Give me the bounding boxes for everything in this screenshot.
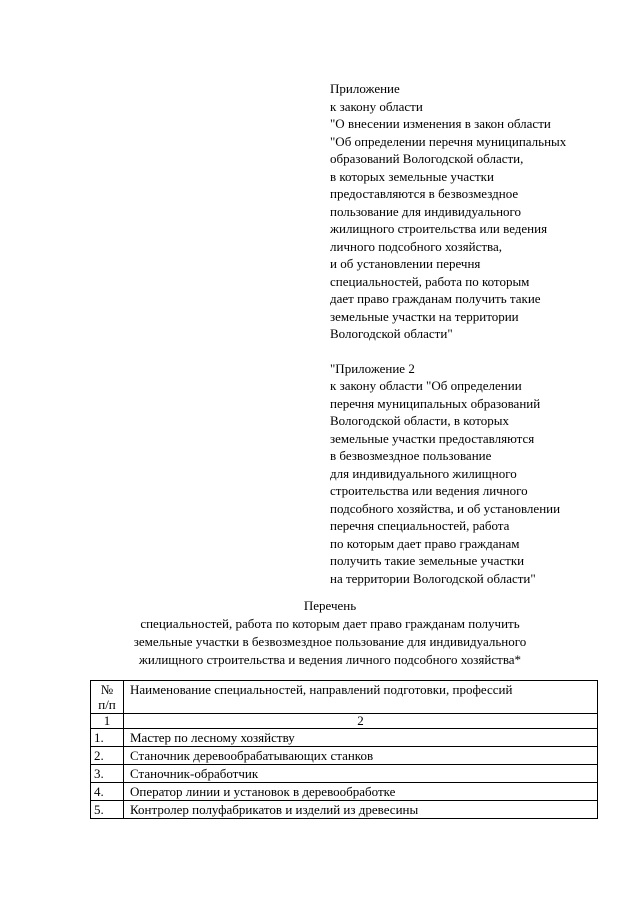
table-row bbox=[91, 801, 598, 819]
annex-line: к закону области bbox=[330, 98, 423, 114]
annex-line: предоставляются в безвозмездное bbox=[330, 186, 519, 201]
quoted-annex-line: получить такие земельные участки bbox=[330, 553, 525, 568]
quoted-annex-line: "Приложение 2 bbox=[330, 360, 415, 376]
table-row bbox=[91, 747, 598, 765]
annex-block bbox=[330, 80, 630, 587]
row-number: 4. bbox=[91, 783, 124, 801]
list-heading bbox=[90, 597, 570, 669]
header-name-cell: Наименование специальностей, направлений подготовки, профессий bbox=[124, 681, 598, 714]
quoted-annex-line: земельные участки предоставляются bbox=[330, 430, 535, 446]
column-index-cell: 2 bbox=[124, 714, 598, 729]
row-number: 2. bbox=[91, 747, 124, 765]
annex-line: Приложение bbox=[330, 81, 400, 96]
quoted-annex-line: строительства или ведения личного bbox=[330, 483, 528, 498]
row-name: Оператор линии и установок в деревообработке bbox=[124, 783, 598, 801]
header-number-cell bbox=[91, 681, 124, 714]
annex-line: личного подсобного хозяйства, bbox=[330, 238, 503, 254]
annex-line: "Об определении перечня муниципальных bbox=[330, 133, 567, 149]
table-row bbox=[91, 729, 598, 747]
quoted-annex-line: к закону области "Об определении bbox=[330, 378, 522, 393]
quoted-annex-line: Вологодской области, в которых bbox=[330, 413, 509, 428]
row-number: 5. bbox=[91, 801, 124, 819]
quoted-annex-line: перечня специальностей, работа bbox=[330, 518, 510, 533]
header-number-abbrev: п/п bbox=[98, 697, 116, 712]
quoted-annex-line: на территории Вологодской области" bbox=[330, 570, 536, 586]
heading-line: земельные участки в безвозмездное пользование для индивидуального bbox=[133, 634, 527, 649]
annex-line: Вологодской области" bbox=[330, 326, 453, 341]
annex-line: жилищного строительства или ведения bbox=[330, 221, 548, 236]
row-name: Контролер полуфабрикатов и изделий из древесины bbox=[124, 801, 598, 819]
annex-line: образований Вологодской области, bbox=[330, 151, 524, 166]
quoted-annex-line: по которым дает право гражданам bbox=[330, 535, 520, 551]
column-index-row bbox=[91, 714, 598, 729]
quoted-annex-line: для индивидуального жилищного bbox=[330, 465, 517, 481]
quoted-annex-line: в безвозмездное пользование bbox=[330, 448, 492, 463]
row-name: Мастер по лесному хозяйству bbox=[124, 729, 598, 747]
column-index-cell: 1 bbox=[91, 714, 124, 729]
quoted-annex-line: перечня муниципальных образований bbox=[330, 395, 541, 411]
table-header-row bbox=[91, 681, 598, 714]
annex-line: специальностей, работа по которым bbox=[330, 273, 530, 289]
row-number: 1. bbox=[91, 729, 124, 747]
annex-line: в которых земельные участки bbox=[330, 168, 494, 184]
annex-line: дает право гражданам получить такие bbox=[330, 291, 541, 306]
heading-title: Перечень bbox=[303, 598, 357, 613]
row-name: Станочник-обработчик bbox=[124, 765, 598, 783]
row-number: 3. bbox=[91, 765, 124, 783]
table-row bbox=[91, 765, 598, 783]
annex-line: пользование для индивидуального bbox=[330, 203, 522, 219]
table-row bbox=[91, 783, 598, 801]
annex-line: "О внесении изменения в закон области bbox=[330, 116, 551, 131]
row-name: Станочник деревообрабатывающих станков bbox=[124, 747, 598, 765]
annex-line: и об установлении перечня bbox=[330, 256, 481, 271]
heading-line: жилищного строительства и ведения личного подсобного хозяйства* bbox=[138, 652, 522, 667]
specialties-table bbox=[90, 680, 598, 819]
header-number-symbol: № bbox=[100, 682, 114, 697]
quoted-annex-line: подсобного хозяйства, и об установлении bbox=[330, 500, 561, 516]
heading-line: специальностей, работа по которым дает право гражданам получить bbox=[140, 616, 520, 631]
annex-line: земельные участки на территории bbox=[330, 308, 519, 324]
